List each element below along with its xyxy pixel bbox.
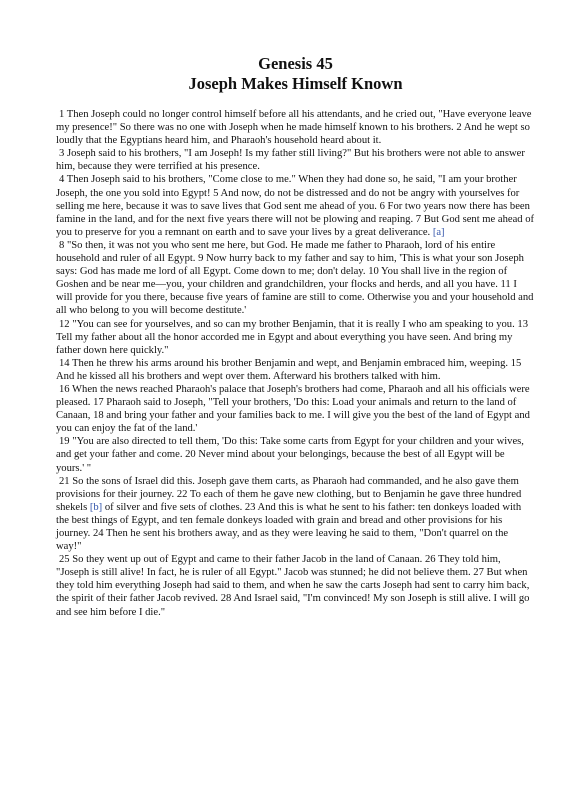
paragraph bbox=[56, 239, 535, 318]
paragraph-text: 4 Then Joseph said to his brothers, "Come close to me." When they had done so, he said, "I am your brother Joseph, the one you sold into Egypt! 5 And now, do not be distressed and do not be angry with yourselves for selling me here, because it was to save lives that God sent me ahead of you. 6 For two years now there has been famine in the land, and for the next five years there will not be plowing and reaping. 7 But God sent me ahead of you to preserve for you a remnant on earth and to save your lives by a great deliverance. bbox=[56, 174, 535, 238]
paragraph bbox=[56, 108, 535, 147]
chapter-subtitle: Joseph Makes Himself Known bbox=[188, 74, 403, 93]
paragraph bbox=[56, 357, 535, 383]
footnote-link-a[interactable]: [a] bbox=[432, 226, 445, 238]
paragraph bbox=[56, 475, 535, 554]
paragraph-text: 12 "You can see for yourselves, and so can my brother Benjamin, that it is really I who am speaking to you. 13 Tell my father about all the honor accorded me in Egypt and about everything you have seen. And bring my father down here quickly." bbox=[56, 318, 528, 356]
paragraph-text: 21 So the sons of Israel did this. Joseph gave them carts, as Pharaoh had commanded, and he also gave them provisions for their journey. 22 To each of them he gave new clothing, but to Benjamin he gave three hundred shekels bbox=[56, 475, 522, 513]
paragraph bbox=[56, 553, 535, 618]
paragraph bbox=[56, 173, 535, 238]
paragraph-text: 1 Then Joseph could no longer control himself before all his attendants, and he cried out, "Have everyone leave my presence!" So there was no one with Joseph when he made himself known to his brothers. 2 And he wept so loudly that the Egyptians heard him, and Pharaoh's household heard about it. bbox=[56, 109, 532, 147]
paragraph bbox=[56, 318, 535, 357]
chapter-title: Genesis 45 bbox=[258, 54, 333, 73]
paragraph bbox=[56, 147, 535, 173]
paragraph-text: 19 "You are also directed to tell them, 'Do this: Take some carts from Egypt for your children and your wives, and get your father and come. 20 Never mind about your belongings, because the best of all Egypt will be yours.' " bbox=[56, 436, 524, 474]
paragraph-text-tail: of silver and five sets of clothes. 23 And this is what he sent to his father: ten donkeys loaded with the best things of Egypt, and ten female donkeys loaded with grain and bread and other provisions for his journey. 24 Then he sent his brothers away, and as they were leaving he said to them, "Don't quarrel on the way!" bbox=[56, 501, 522, 553]
footnote-link-b[interactable]: [b] bbox=[89, 501, 103, 513]
paragraph bbox=[56, 435, 535, 474]
paragraph-text: 25 So they went up out of Egypt and came to their father Jacob in the land of Canaan. 26 They told him, "Joseph is still alive! In fact, he is ruler of all Egypt." Jacob was stunned; he did not believe them. 27 But when they told him everything Joseph had said to them, and when he saw the carts Joseph had sent to carry him back, the spirit of their father Jacob revived. 28 And Israel said, "I'm convinced! My son Joseph is still alive. I will go and see him before I die." bbox=[56, 554, 530, 618]
paragraph-text: 14 Then he threw his arms around his brother Benjamin and wept, and Benjamin embraced him, weeping. 15 And he kissed all his brothers and wept over them. Afterward his brothers talked with him. bbox=[56, 357, 522, 382]
chapter-body bbox=[56, 108, 535, 619]
paragraph-text: 3 Joseph said to his brothers, "I am Joseph! Is my father still living?" But his brothers were not able to answer him, because they were terrified at his presence. bbox=[56, 148, 525, 173]
paragraph-text: 8 "So then, it was not you who sent me here, but God. He made me father to Pharaoh, lord of his entire household and ruler of all Egypt. 9 Now hurry back to my father and say to him, 'This is what your son Joseph says: God has made me lord of all Egypt. Come down to me; don't delay. 10 You shall live in the region of Goshen and be near me—you, your children and grandchildren, your flocks and herds, and all you have. 11 I will provide for you there, because five years of famine are still to come. Otherwise you and your household and all who belong to you will become destitute.' bbox=[56, 239, 534, 317]
paragraph bbox=[56, 383, 535, 435]
paragraph-text: 16 When the news reached Pharaoh's palace that Joseph's brothers had come, Pharaoh and all his officials were pleased. 17 Pharaoh said to Joseph, "Tell your brothers, 'Do this: Load your animals and return to the land of Canaan, 18 and bring your father and your families back to me. I will give you the best of the land of Egypt and you can enjoy the fat of the land.' bbox=[56, 383, 530, 435]
